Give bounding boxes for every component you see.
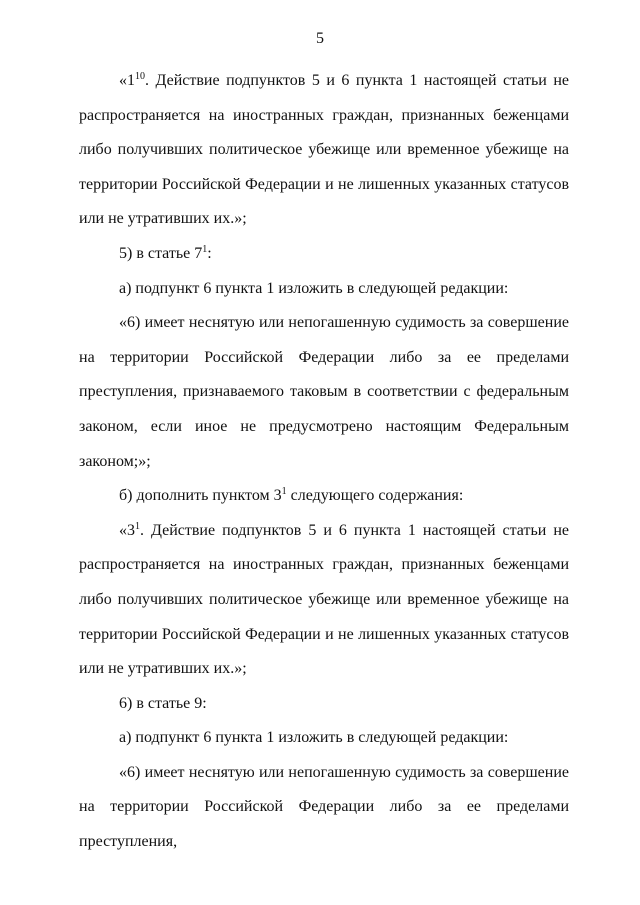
paragraph-subitem-b: б) дополнить пунктом $3^1$ следующего содержания:: [119, 486, 464, 505]
body-text: [79, 64, 569, 860]
paragraph-clause-3-1: «$3^1$. Действие подпунктов 5 и 6 пункта 1 настоящей статьи не распространяется на иностранных граждан, признанных беженцами либо получивших политическое убежище или временное убежище на территории Российской Федерации и не лишенных указанных статусов или не утративших их.»;: [79, 520, 569, 678]
paragraph-item-6: 6) в статье 9:: [119, 694, 207, 712]
superscript: 1: [135, 520, 140, 532]
paragraph-subitem-a-2: а) подпункт 6 пункта 1 изложить в следующей редакции:: [119, 729, 509, 747]
paragraph-subitem-a: а) подпункт 6 пункта 1 изложить в следующей редакции:: [119, 279, 509, 297]
superscript: 10: [135, 71, 145, 82]
paragraph-quote-6-2: «6) имеет неснятую или непогашенную судимость за совершение на территории Российской Федерации либо за ее пределами преступления,: [79, 763, 569, 851]
superscript: 1: [281, 486, 287, 498]
paragraph-clause-1-10: «$1^{10}$. Действие подпунктов 5 и 6 пункта 1 настоящей статьи не распространяется на иностранных граждан, признанных беженцами либо получивших политическое убежище или временное убежище на территории Российской Федерации и не лишенных указанных статусов или не утративших их.»;: [79, 71, 569, 228]
paragraph-item-5: 5) в статье $7^1$:: [119, 243, 212, 262]
page-number: 5: [316, 30, 324, 47]
paragraph-quote-6: «6) имеет неснятую или непогашенную судимость за совершение на территории Российской Федерации либо за ее пределами преступления, признаваемого таковым в соответствии с федеральным законом, если иное не предусмотрено настоящим Федеральным законом;»;: [79, 314, 569, 470]
superscript: 1: [202, 243, 208, 255]
